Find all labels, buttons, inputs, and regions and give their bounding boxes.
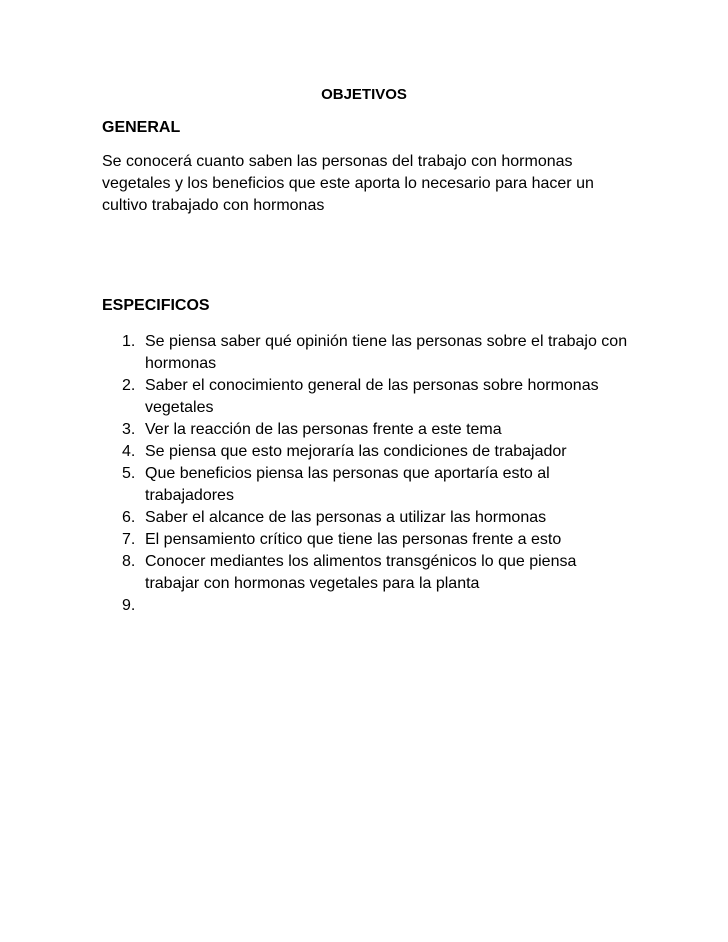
general-paragraph: Se conocerá cuanto saben las personas del trabajo con hormonas vegetales y los beneficios que este aporta lo necesario para hacer un cultivo trabajado con hormonas — [102, 153, 594, 214]
list-item-number: 4. — [122, 443, 136, 460]
list-item-text: Saber el alcance de las personas a utilizar las hormonas — [145, 509, 547, 526]
list-item — [102, 419, 632, 441]
list-item — [102, 507, 632, 529]
list-item-text: Conocer mediantes los alimentos transgénicos lo que piensa trabajar con hormonas vegetales para la planta — [145, 553, 577, 592]
list-item — [102, 331, 632, 375]
list-item-number: 1. — [122, 333, 136, 350]
list-item — [102, 529, 632, 551]
list-item-number: 7. — [122, 531, 136, 548]
list-item-text: El pensamiento crítico que tiene las personas frente a esto — [145, 531, 562, 548]
list-item-number: 2. — [122, 377, 136, 394]
list-item-number: 6. — [122, 509, 136, 526]
list-item-text: Se piensa saber qué opinión tiene las personas sobre el trabajo con hormonas — [145, 333, 628, 372]
list-item-text: Saber el conocimiento general de las personas sobre hormonas vegetales — [145, 377, 599, 416]
list-item-text: Se piensa que esto mejoraría las condiciones de trabajador — [145, 443, 567, 460]
especificos-heading: ESPECIFICOS — [102, 297, 210, 314]
list-item-number: 3. — [122, 421, 136, 438]
general-heading: GENERAL — [102, 119, 181, 136]
especificos-list — [102, 331, 632, 614]
list-item-number: 9. — [122, 597, 136, 614]
list-item — [102, 551, 632, 595]
list-item-number: 5. — [122, 465, 136, 482]
list-item-text: Ver la reacción de las personas frente a este tema — [145, 421, 502, 438]
document-title: OBJETIVOS — [321, 86, 407, 103]
list-item — [102, 375, 632, 419]
list-item-number: 8. — [122, 553, 136, 570]
list-item-text: Que beneficios piensa las personas que aportaría esto al trabajadores — [145, 465, 550, 504]
list-item — [102, 463, 632, 507]
list-item — [102, 441, 632, 463]
